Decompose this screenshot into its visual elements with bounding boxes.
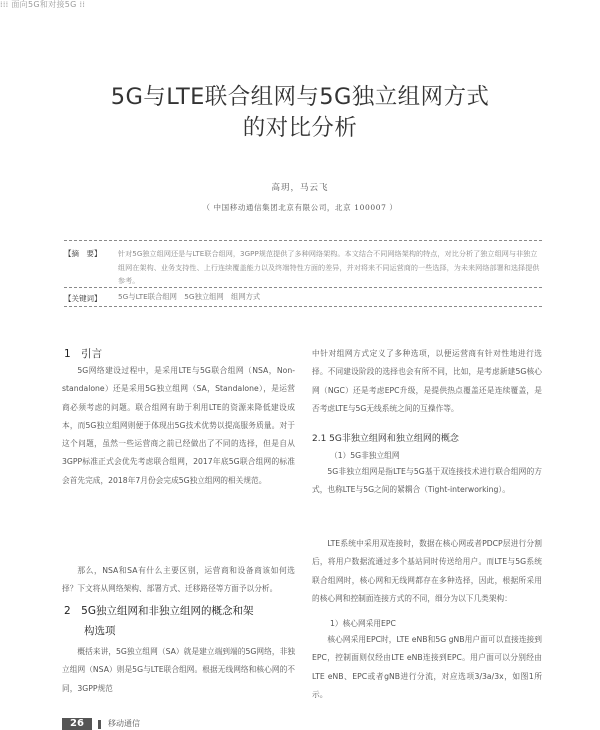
section-1-paragraph-2: 那么，NSA和SA有什么主要区别，运营商和设备商该如何选择？下文将从网络架构、部署方式、迁移路径等方面予以分析。 <box>62 566 295 594</box>
footer-divider <box>98 720 101 729</box>
section-header: ⁞⁞⁞ 面向5G和对接5G ⁞⁞ <box>0 0 86 9</box>
keywords-label: 【关键词】 <box>64 294 102 303</box>
section-2-paragraph-4: LTE系统中采用双连接时，数据在核心网或者PDCP层进行分割后，将用户数据流通过多个基站同时传送给用户。而LTE与5G系统联合组网时，核心网和无线网都存在多种选择，因此，根据所采用的核心网和控制面连接方式的不同，细分为以下几类架构： <box>312 539 542 603</box>
section-2-heading-line-1: 2 5G独立组网和非独立组网的概念和架 <box>64 605 254 617</box>
section-2-paragraph-3: 5G非独立组网是指LTE与5G基于双连接技术进行联合组网的方式，也称LTE与5G之间的紧耦合（Tight-interworking）。 <box>312 467 542 495</box>
subsection-epc-heading: 1）核心网采用EPC <box>330 619 396 628</box>
abstract-bottom-divider <box>64 306 542 307</box>
keywords-divider <box>64 287 542 288</box>
section-2-heading-line-2: 构选项 <box>84 625 116 637</box>
keywords-text: 5G与LTE联合组网 5G独立组网 组网方式 <box>118 292 261 301</box>
journal-name: 移动通信 <box>108 719 140 728</box>
title-line-2: 的对比分析 <box>242 115 358 141</box>
section-1-paragraph-1: 5G网络建设过程中，是采用LTE与5G联合组网（NSA，Non-standalone）还是采用5G独立组网（SA，Standalone），是运营商必须考虑的问题。联合组网有助于利用LTE的资源来降低建设成本，而5G独立组网则便于体现出5G技术优势以提高服务质量。对于这个问题，虽然一些运营商之前已经做出了不同的选择，但是自从3GPP标准正式会优先考虑联合组网，2017年底5G联合组网的标准会首先完成，2018年7月份会完成5G独立组网的相关规范。 <box>62 366 295 485</box>
section-2-paragraph-5: 核心网采用EPC时，LTE eNB和5G gNB用户面可以直接连接到EPC，控制面则仅经由LTE eNB连接到EPC。用户面可以分别经由LTE eNB、EPC或者gNB进行分流，对应选项3/3a/3x，如图1所示。 <box>312 635 542 699</box>
abstract-label: 【摘 要】 <box>64 249 102 258</box>
subsection-2-1-heading: 2.1 5G非独立组网和独立组网的概念 <box>312 434 459 444</box>
article-title <box>60 82 540 144</box>
section-1-heading: 1 引言 <box>64 348 103 360</box>
section-2-paragraph-2: 中针对组网方式定义了多种选项，以便运营商有针对性地进行选择。不同建设阶段的选择也会有所不同，比如，是考虑新建5G核心网（NGC）还是考虑EPC升级，是提供热点覆盖还是连续覆盖，是否考虑LTE与5G无线系统之间的互操作等。 <box>312 349 542 413</box>
title-line-1: 5G与LTE联合组网与5G独立组网方式 <box>110 84 490 110</box>
page-number: 26 <box>62 718 92 730</box>
abstract-text: 针对5G独立组网还是与LTE联合组网，3GPP规范提供了多种网络架构。本文结合不同网络架构的特点，对比分析了独立组网与非独立组网在架构、业务支持性、上行连续覆盖能力以及终端特性方面的差异，并对将来不同运营商的一些选择，为未来网络部署和选择提供参考。 <box>118 249 540 285</box>
authors: 高玥，马云飞 <box>271 183 329 193</box>
section-2-paragraph-1: 概括来讲，5G独立组网（SA）就是建立端到端的5G网络，非独立组网（NSA）则是5G与LTE联合组网。根据无线网络和核心网的不同，3GPP规范 <box>62 647 295 693</box>
subsection-nsa-heading: （1）5G非独立组网 <box>330 451 400 460</box>
abstract-top-divider <box>64 240 542 241</box>
affiliation: （ 中国移动通信集团北京有限公司，北京 100007 ） <box>202 203 398 212</box>
section-2-heading <box>64 601 254 641</box>
